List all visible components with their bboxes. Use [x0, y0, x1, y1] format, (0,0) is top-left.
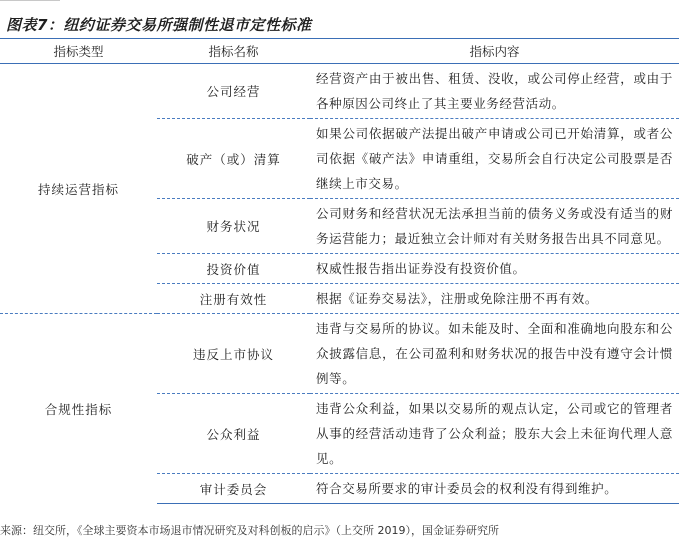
- content-cell: 违背与交易所的协议。如未能及时、全面和准确地向股东和公众披露信息，在公司盈利和财务状况的报告中没有遵守会计惯例等。: [310, 314, 679, 394]
- delisting-standards-table: [0, 38, 679, 504]
- content-cell: 根据《证券交易法》，注册或免除注册不再有效。: [310, 284, 679, 314]
- table-row: [0, 64, 679, 119]
- name-cell: 违反上市协议: [157, 314, 310, 394]
- content-cell: 权威性报告指出证券没有投资价值。: [310, 254, 679, 284]
- header-content: 指标内容: [310, 39, 679, 64]
- table-header-row: [0, 39, 679, 64]
- source-note: 来源：纽交所，《全球主要资本市场退市情况研究及对科创板的启示》（上交所 2019），国金证券研究所: [0, 524, 499, 537]
- name-cell: 注册有效性: [157, 284, 310, 314]
- name-cell: 公众利益: [157, 394, 310, 474]
- top-rule: [0, 0, 60, 1]
- name-cell: 财务状况: [157, 199, 310, 254]
- figure-title: 图表7：纽约证券交易所强制性退市定性标准: [6, 16, 312, 34]
- type-cell-compliance: 合规性指标: [0, 314, 157, 504]
- header-name: 指标名称: [157, 39, 310, 64]
- content-cell: 违背公众利益，如果以交易所的观点认定，公司或它的管理者从事的经营活动违背了公众利益；股东大会上未征询代理人意见。: [310, 394, 679, 474]
- content-cell: 符合交易所要求的审计委员会的权利没有得到维护。: [310, 474, 679, 504]
- name-cell: 审计委员会: [157, 474, 310, 504]
- table-row: [0, 314, 679, 394]
- content-cell: 经营资产由于被出售、租赁、没收，或公司停止经营，或由于各种原因公司终止了其主要业务经营活动。: [316, 71, 673, 111]
- name-cell: 破产（或）清算: [157, 119, 310, 199]
- name-cell: 公司经营: [206, 84, 261, 99]
- content-cell: 如果公司依据破产法提出破产申请或公司已开始清算，或者公司依据《破产法》申请重组，交易所会自行决定公司股票是否继续上市交易。: [310, 119, 679, 199]
- name-cell: 投资价值: [157, 254, 310, 284]
- content-cell: 公司财务和经营状况无法承担当前的债务义务或没有适当的财务运营能力；最近独立会计师对有关财务报告出具不同意见。: [310, 199, 679, 254]
- type-cell-operations: 持续运营指标: [37, 181, 119, 197]
- header-type: 指标类型: [0, 39, 157, 64]
